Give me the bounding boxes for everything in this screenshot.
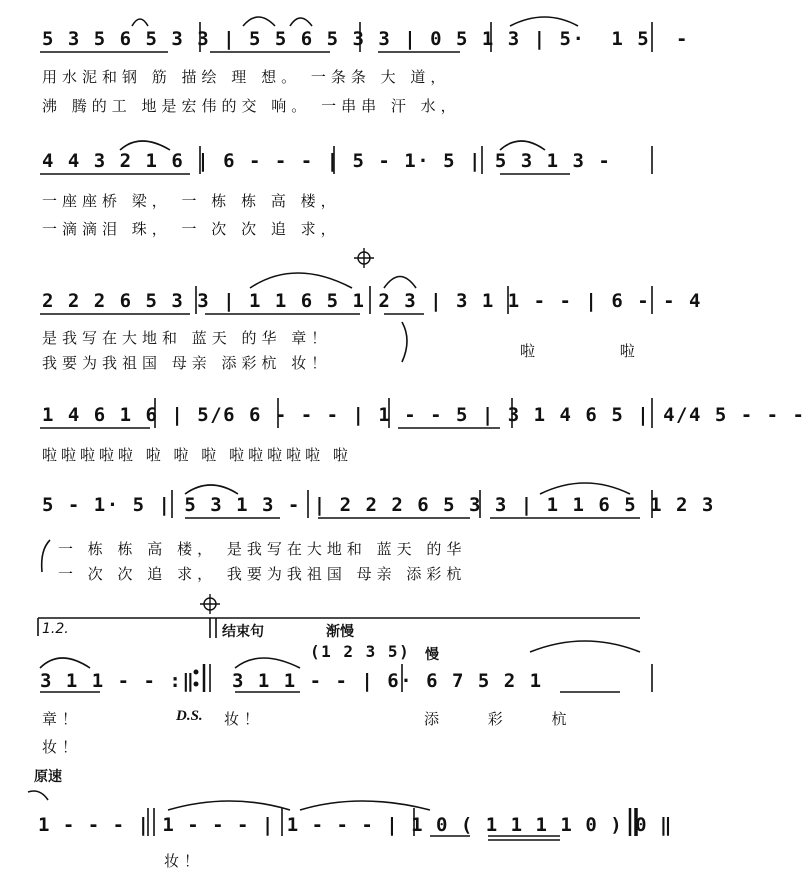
row6-notes-a: 3 1 1 - - :‖ bbox=[40, 670, 196, 692]
row4-notes: 1 4 6 1 6 | 5/6 6 - - - | 1 - - 5 | 3 1 4 6 5 | 4/4 5 - - - bbox=[42, 404, 805, 426]
row1-notes: 5 3 5 6 5 3 3 | 5 5 6 5 3 3 | 0 5 1 3 | 5· 1 5 - bbox=[42, 28, 689, 50]
row2-lyric-2: 一滴滴泪 珠， 一 次 次 追 求， bbox=[42, 220, 341, 238]
ds-marking: D.S. bbox=[176, 708, 203, 724]
row5-lyric-2: 一 次 次 追 求， 我要为我祖国 母亲 添彩杭 bbox=[58, 565, 467, 583]
row7-lyric: 妆！ bbox=[164, 852, 205, 870]
row6-lyric-a: 章！ bbox=[42, 710, 83, 728]
row2-notes: 4 4 3 2 1 6 | 6 - - - | 5 - 1· 5 | 5 3 1 3 - bbox=[42, 150, 612, 172]
row2-lyric-1: 一座座桥 梁， 一 栋 栋 高 楼， bbox=[42, 192, 341, 210]
row4-lyric: 啦啦啦啦啦 啦 啦 啦 啦啦啦啦啦 啦 bbox=[42, 446, 352, 464]
row5-notes: 5 - 1· 5 | 5 3 1 3 - | 2 2 2 6 5 3 3 | 1 1 6 5 1 2 3 bbox=[42, 494, 715, 516]
row6-lyric-b: 妆！ bbox=[224, 710, 265, 728]
row3-lyric-2: 我要为我祖国 母亲 添彩杭 妆！ bbox=[42, 354, 332, 372]
row6-notes-b: 3 1 1 - - | 6· 6 7 5 2 1 bbox=[232, 670, 543, 692]
row3-lyric-1: 是我写在大地和 蓝天 的华 章！ bbox=[42, 329, 332, 347]
row1-lyric-1: 用水泥和钢 筋 描绘 理 想。 一条条 大 道， bbox=[42, 68, 451, 86]
row3-side-lyric: 啦 啦 bbox=[520, 342, 675, 360]
volta-label: 1.2. bbox=[42, 621, 69, 637]
row7-notes: 1 - - - | 1 - - - | 1 - - - | 1 0 ( 1 1 1 1 0 ) 0 ‖ bbox=[38, 814, 673, 836]
row1-lyric-2: 沸 腾的工 地是宏伟的交 响。 一串串 汗 水， bbox=[42, 97, 461, 115]
ending-label: 结束句 bbox=[222, 624, 264, 640]
intro-notes: (1 2 3 5) bbox=[310, 642, 411, 661]
row5-lyric-1: 一 栋 栋 高 楼， 是我写在大地和 蓝天 的华 bbox=[58, 540, 467, 558]
row3-notes: 2 2 2 6 5 3 3 | 1 1 6 5 1 2 3 | 3 1 1 - - | 6 - - 4 bbox=[42, 290, 702, 312]
row6-lyric-c: 添 彩 杭 bbox=[424, 710, 589, 728]
tempo-original-label: 原速 bbox=[34, 769, 62, 785]
tempo-slow-label: 渐慢 bbox=[326, 624, 354, 640]
row6-lyric-d: 妆！ bbox=[42, 738, 83, 756]
slow-label: 慢 bbox=[425, 647, 439, 663]
